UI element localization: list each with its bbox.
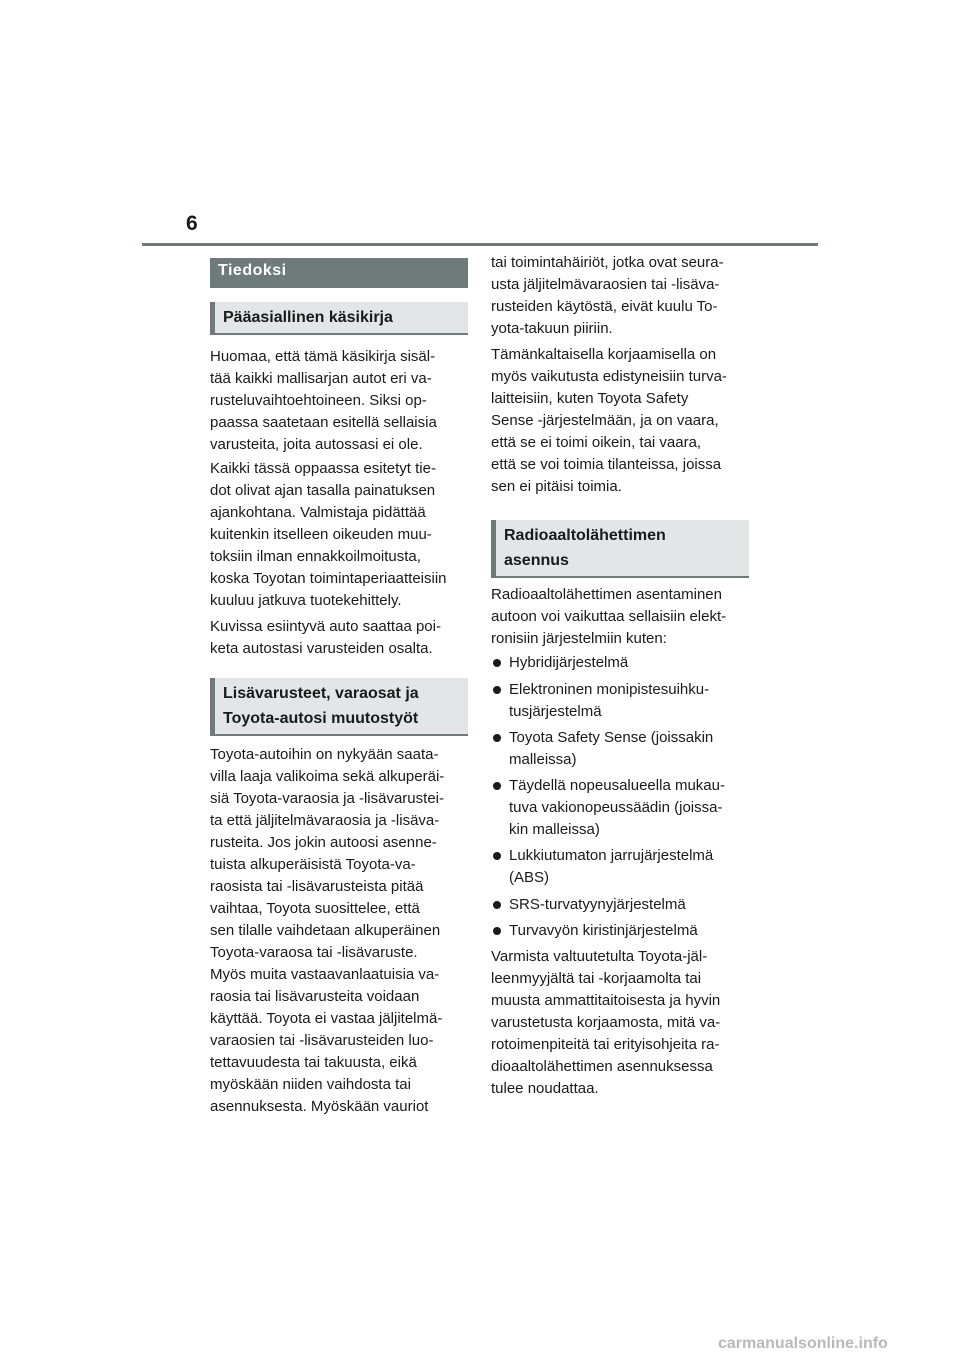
list-item: SRS-turvatyynyjärjestelmä: [491, 894, 749, 916]
paragraph-illustrations: Kuvissa esiintyvä auto saattaa poi- keta autostasi varusteiden osalta.: [210, 618, 441, 657]
watermark: carmanualsonline.info: [718, 1335, 888, 1352]
header-rule: [142, 243, 818, 246]
page-number: 6: [186, 212, 198, 235]
paragraph-accessories: Toyota-autoihin on nykyään saata- villa laaja valikoima sekä alkuperäi- siä Toyota-varaosia ja -lisävarustei- ta että jäljitelmävaraosia ja -lisäva- rusteita. Jos jokin autoosi asenne- tuista alkuperäisistä Toyota-va- raosista tai -lisävarusteista pitää vaihtaa, Toyota suosittelee, että sen tilalle vaihdetaan alkuperäinen Toyota-varaosa tai -lisävaruste. Myös muita vastaavanlaatuisia va- raosia tai lisävarusteita voidaan käyttää. Toyota ei vastaa jäljitelmä- varaosien tai -lisävarusteiden luo- tettavuudesta tai takuusta, eikä myöskään niiden vaihdosta tai asennuksesta. Myöskään vauriot: [210, 746, 445, 1115]
paragraph-manual-note: Huomaa, että tämä käsikirja sisäl- tää kaikki mallisarjan autot eri va- rusteluvaihtoehtoineen. Siksi op- paassa saatetaan esitellä sellaisia varusteita, joita autossasi ei ole.: [210, 348, 437, 453]
list-item: Hybridijärjestelmä: [491, 652, 749, 674]
list-item: Lukkiutumaton jarrujärjestelmä (ABS): [491, 845, 749, 889]
heading-radio-transmitter: Radioaaltolähettimen asennus: [491, 520, 749, 578]
list-item: Turvavyön kiristinjärjestelmä: [491, 920, 749, 942]
paragraph-warranty: tai toimintahäiriöt, jotka ovat seura- usta jäljitelmävaraosien tai -lisäva- rusteiden käytöstä, eivät kuulu To- yota-takuun piiriin.: [491, 254, 724, 337]
bullet-icon: [493, 734, 501, 742]
heading-main-manual: Pääasiallinen käsikirja: [210, 302, 468, 335]
bullet-icon: [493, 659, 501, 667]
paragraph-radio-intro: Radioaaltolähettimen asentaminen autoon voi vaikuttaa sellaisiin elekt- ronisiin järjestelmiin kuten:: [491, 586, 727, 647]
paragraph-info-current: Kaikki tässä oppaassa esitetyt tie- dot olivat ajan tasalla painatuksen ajankohtana. Valmistaja pidättää kuitenkin itselleen oikeuden muu- toksiin ilman ennakkoilmoitusta, koska Toyotan toimintaperiaatteisiin kuuluu jatkuva tuotekehittely.: [210, 460, 447, 609]
bullet-icon: [493, 927, 501, 935]
paragraph-radio-advice: Varmista valtuutetulta Toyota-jäl- leenmyyjältä tai -korjaamolta tai muusta ammattitaitoisesta ja hyvin varustetusta korjaamosta, mitä va- rotoimenpiteitä tai erityisohjeita ra- dioaaltolähettimen asennuksessa tulee noudattaa.: [491, 948, 721, 1097]
bullet-icon: [493, 901, 501, 909]
list-item: Elektroninen monipistesuihku- tusjärjestelmä: [491, 679, 749, 723]
section-title: Tiedoksi: [210, 258, 468, 288]
bullet-icon: [493, 782, 501, 790]
bullet-icon: [493, 852, 501, 860]
bullet-icon: [493, 686, 501, 694]
list-item: Toyota Safety Sense (joissakin malleissa): [491, 727, 749, 771]
paragraph-safety-sense: Tämänkaltaisella korjaamisella on myös vaikutusta edistyneisiin turva- laitteisiin, kuten Toyota Safety Sense -järjestelmään, ja on vaara, että se ei toimi oikein, tai vaara, että se voi toimia tilanteissa, joissa sen ei pitäisi toimia.: [491, 346, 727, 495]
heading-accessories: Lisävarusteet, varaosat ja Toyota-autosi muutostyöt: [210, 678, 468, 736]
list-item: Täydellä nopeusalueella mukau- tuva vakionopeussäädin (joissa- kin malleissa): [491, 775, 749, 841]
